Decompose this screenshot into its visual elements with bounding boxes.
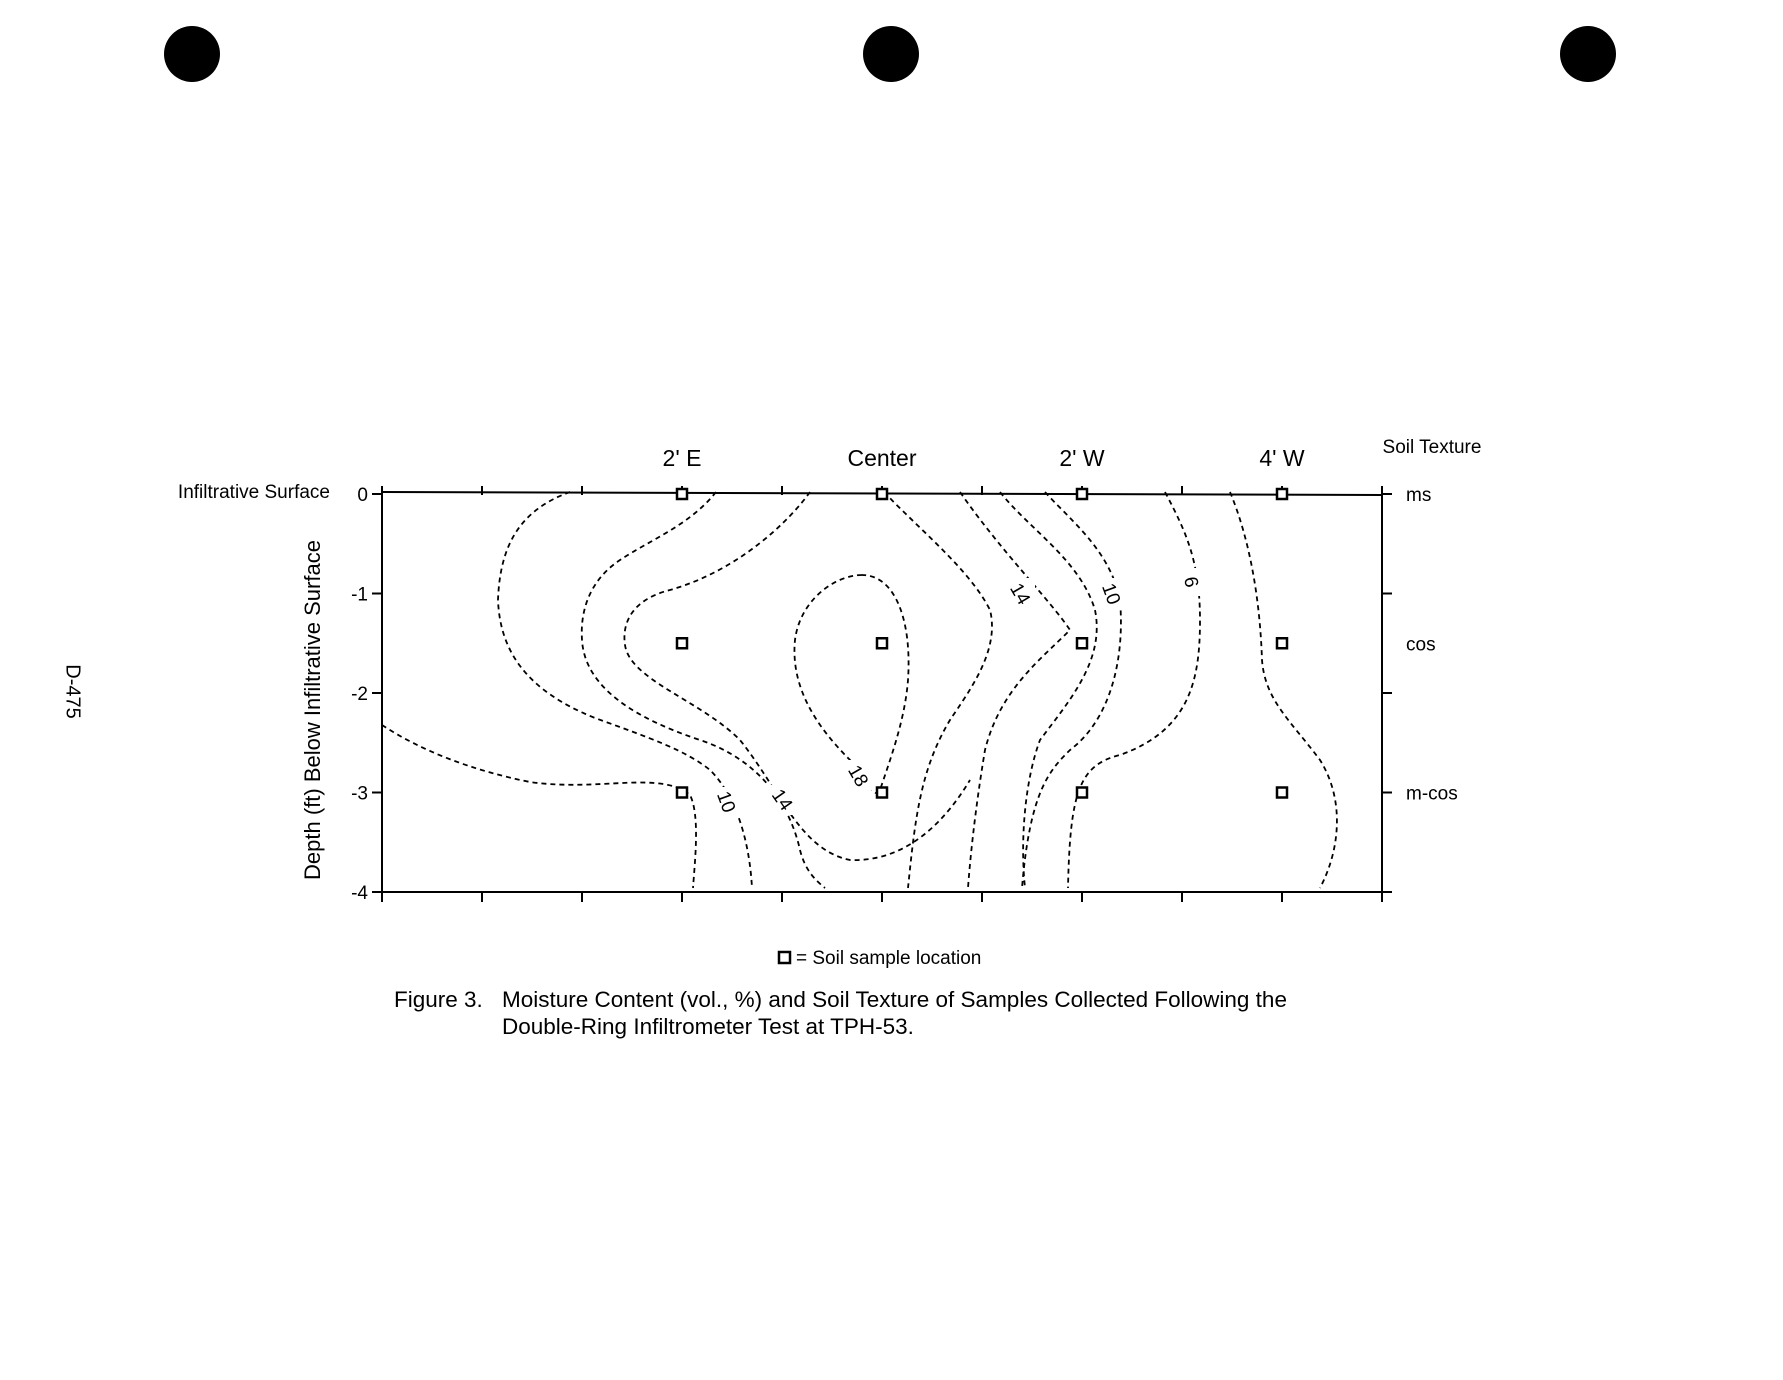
contour-line-6 [1068,492,1200,888]
contour-line [498,492,752,888]
contour-label: 18 [843,761,872,791]
column-label: 2' E [662,445,702,471]
contour-label: 6 [1179,575,1202,590]
page-number: D-475 [61,664,84,719]
y-axis-label: Depth (ft) Below Infiltrative Surface [300,540,325,880]
contour-label: 10 [1097,580,1125,608]
sample-location-marker [877,489,887,499]
sample-location-marker [677,788,687,798]
sample-location-marker [677,638,687,648]
y-tick-label: 0 [357,485,368,506]
y-tick-label: -1 [351,584,368,606]
sample-location-marker [677,489,687,499]
sample-location-marker [877,788,887,798]
contour-line-10-right [1000,492,1097,888]
sample-location-marker [1277,788,1287,798]
column-label: 4' W [1259,445,1305,471]
contour-label: 14 [1005,579,1034,609]
y-tick-label: -2 [351,684,368,705]
legend [779,948,981,969]
contour-line [960,492,1070,888]
legend-symbol [779,952,790,963]
figure-caption [394,986,1287,1040]
sample-location-marker [1077,788,1087,798]
contour-line [1230,492,1337,888]
caption-line-2: Double-Ring Infiltrometer Test at TPH-53. [502,1014,914,1039]
sample-location-marker [1277,489,1287,499]
soil-texture-title: Soil Texture [1382,437,1482,458]
legend-text: = Soil sample location [796,948,982,969]
sample-location-marker [1077,638,1087,648]
soil-texture-label: cos [1406,634,1436,656]
sample-location-marker [1277,638,1287,648]
infiltrative-surface-label: Infiltrative Surface [177,482,330,503]
sample-location-marker [1077,489,1087,499]
caption-line-1: Moisture Content (vol., %) and Soil Texture of Samples Collected Following the [502,987,1287,1012]
figure-number: Figure 3. [394,987,483,1012]
sample-location-marker [877,638,887,648]
column-label: Center [847,445,917,471]
contour-line-10 [582,492,825,888]
soil-texture-label: ms [1406,485,1432,506]
column-label: 2' W [1059,445,1105,471]
y-tick-label: -4 [351,883,368,904]
contour-line [382,725,696,888]
soil-texture-label: m-cos [1406,783,1458,805]
contour-label: 14 [766,785,797,815]
contour-label: 10 [712,788,740,816]
y-tick-label: -3 [351,783,368,805]
contour-line-14-right [884,492,992,888]
